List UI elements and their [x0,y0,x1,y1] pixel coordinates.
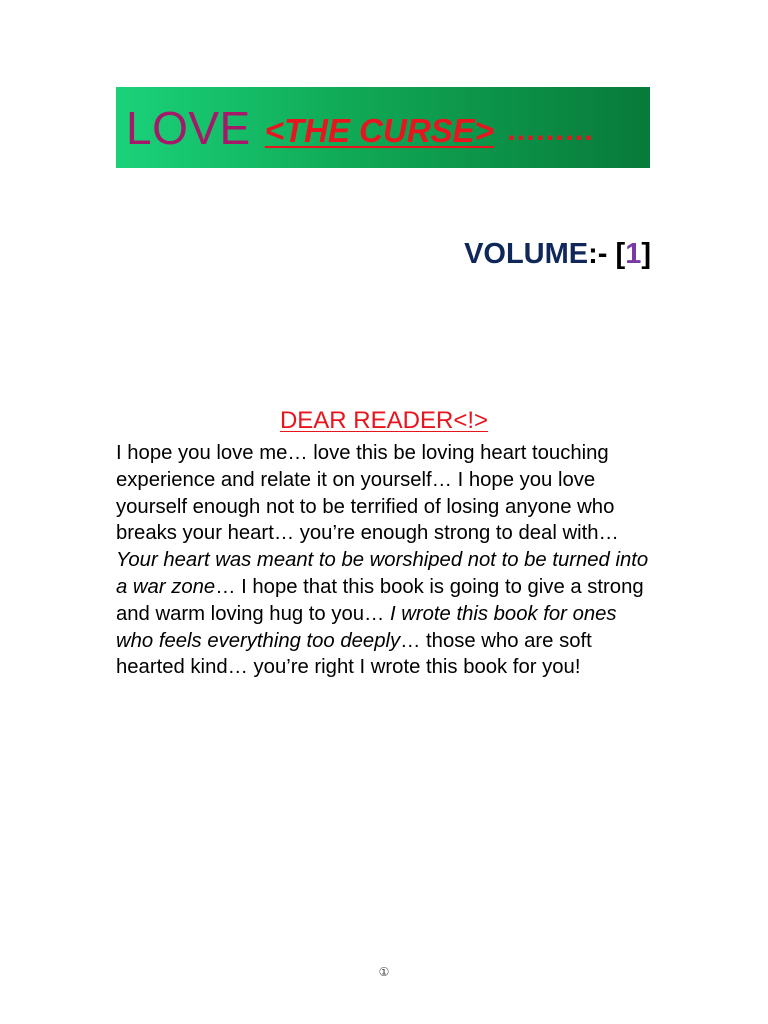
body-text-italic-2: I wrote this book for ones who feels everything too deeply [116,602,617,652]
title-banner [116,87,650,168]
page-number: ① [378,965,390,979]
title-ellipsis: ……… [505,113,593,147]
body-text-italic-1: Your heart was meant to be worshiped not to be turned into a war zone [116,549,649,598]
body-text-3: … those who are soft hearted kind… you’re right I wrote this book for you! [116,629,592,679]
body-paragraph [116,440,656,681]
volume-heading [464,238,651,271]
volume-separator: :- [588,238,608,270]
title-love: LOVE [126,101,251,154]
greeting-heading: DEAR READER<!> [279,407,489,434]
body-text-1: I hope you love me… love this be loving heart touching experience and relate it on yourself… I hope you love yourself enough not to be terrified of losing anyone who breaks your heart… you’re enough strong to deal with… [116,442,619,545]
title-curse: <THE CURSE> [264,111,494,149]
volume-number: 1 [625,238,642,270]
body-text-2: … I hope that this book is going to give a strong and warm loving hug to you… [116,575,644,625]
volume-open-bracket: [ [615,238,626,270]
volume-close-bracket: ] [641,238,651,270]
volume-word: VOLUME [464,238,589,270]
